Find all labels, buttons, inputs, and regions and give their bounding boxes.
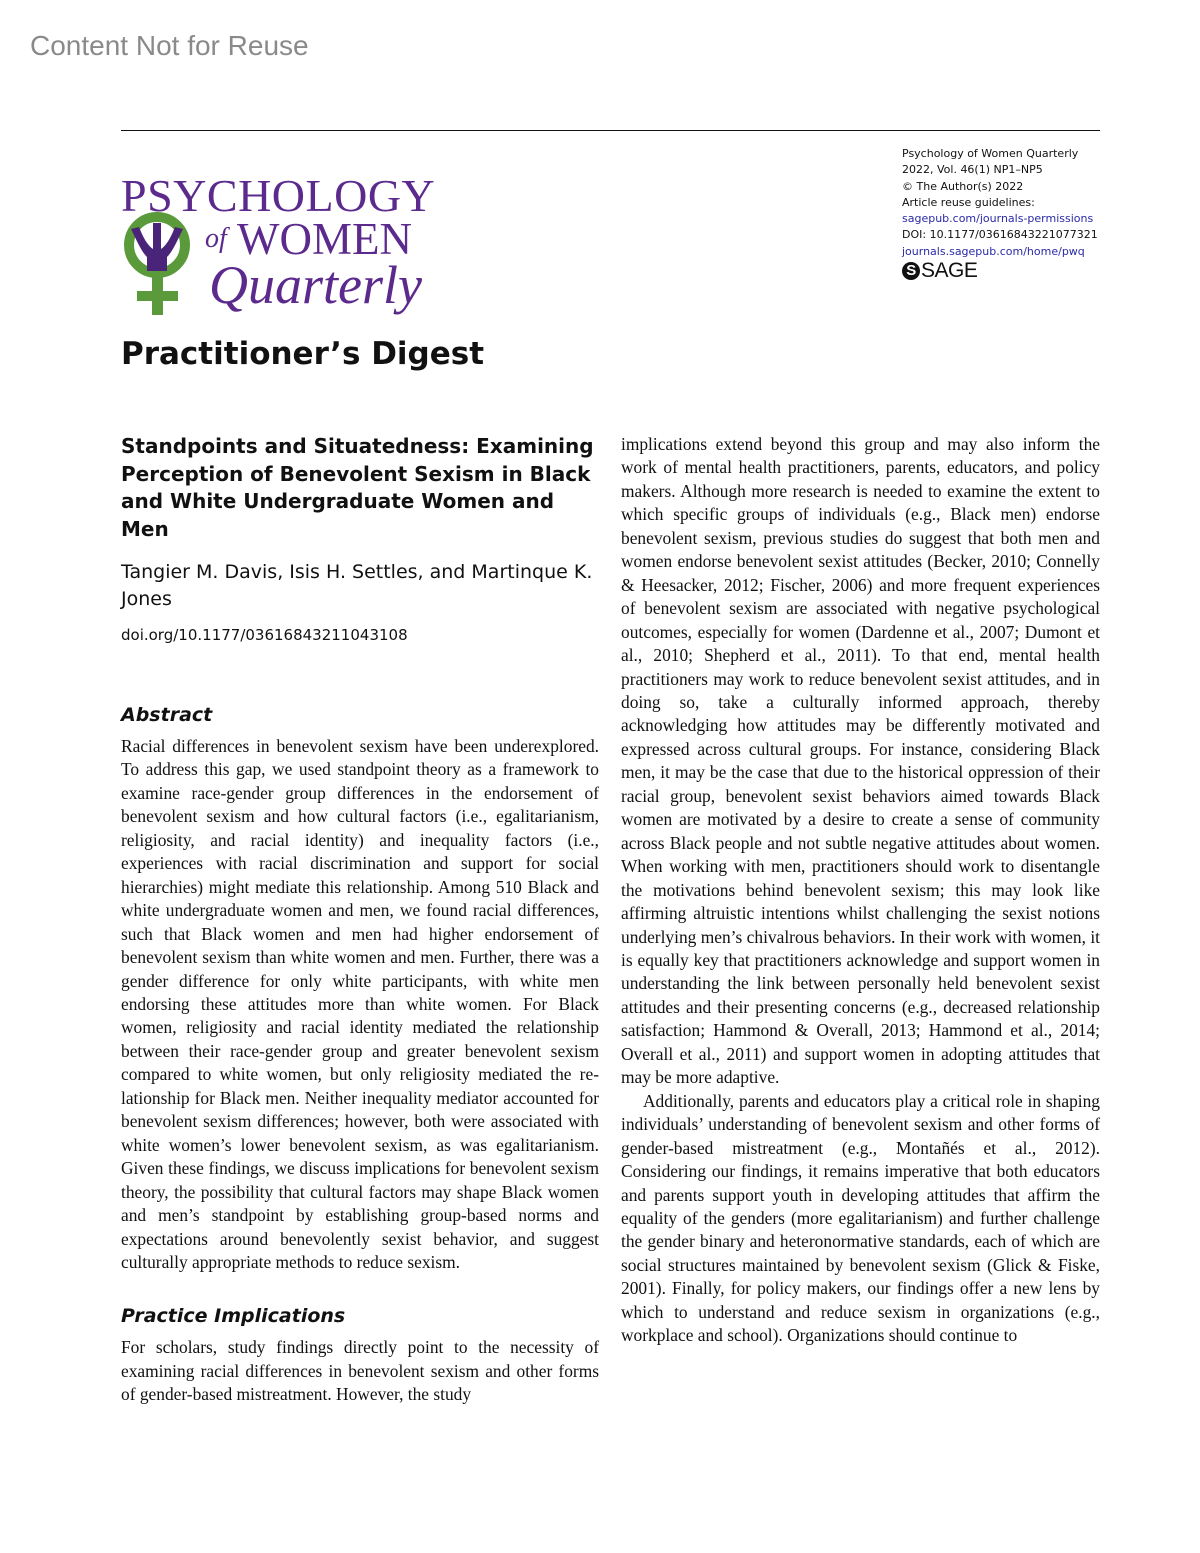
left-column — [121, 433, 599, 1407]
journal-doi: DOI: 10.1177/03616843221077321 — [902, 228, 1098, 242]
practice-heading: Practice Implications — [121, 1305, 346, 1328]
abstract-heading: Abstract — [121, 704, 213, 726]
reuse-link[interactable]: sagepub.com/journals-permissions — [902, 212, 1094, 226]
journal-copyright: © The Author(s) 2022 — [902, 179, 1024, 193]
practice-paragraph-2: Additionally, parents and educators play a critical role in shaping individuals’ understanding of benevolent sexism and other forms of gender-based mistreatment (e.g., Montañés et al., 2012). Considering our findings, it remains imperative that both educators and parents support youth in developing attitudes that affirm the equality of the genders (more egalitarianism) and further challenge the gender binary and heteronormative standards, each of which are social structures maintained by benevolent sexism (Glick & Fiske, 2001). Finally, for policy makers, our findings offer a new lens by which to understand and reduce sexism in organizations (e.g., workplace and school). Organizations should continue to — [621, 1090, 1100, 1346]
practice-paragraph-1: implications extend beyond this group and may also inform the work of mental health practitioners, parents, educators, and policy makers. Although more research is needed to examine the extent to which specific groups of individuals (e.g., Black men) endorse benevolent sexism, previous studies do suggest that both men and women endorse benevolent sexist attitudes (Becker, 2010; Connelly & Heesacker, 2012; Fischer, 2006) and more frequent experiences of benevolent sexism are associated with negative psychological outcomes, especially for women (Dardenne et al., 2007; Dumont et al., 2010; Shepherd et al., 2011). To that end, mental health practitioners may work to reduce benevolent sexist attitudes, and in doing so, take a culturally informed approach, thereby acknowledging how attitudes may be differently motivated and expressed across cultural groups. For instance, considering Black men, it may be the case that due to the historical oppression of their racial group, benevolent sexist behaviors aimed towards Black women are motivated by a desire to create a sense of community across Black people and not subtle negative attitudes about women. When working with men, practitioners should work to disentangle the motivations behind benevolent sexism; this may look like affirming altruistic intentions whilst challenging the sexist notions underlying men’s chivalrous behaviors. In their work with women, it is equally key that practitioners acknowledge and support women in understanding the link between personally held benevolent sexist attitudes and their presenting concerns (e.g., decreased relationship satisfaction; Hammond & Overall, 2013; Hammond et al., 2014; Overall et al., 2011) and support women in adopting attitudes that may be more adaptive. — [621, 434, 1100, 1088]
logo-women: WOMEN — [237, 214, 412, 264]
right-column — [621, 433, 1100, 1348]
journal-info — [902, 146, 1098, 280]
logo-psychology: PSYCHOLOGY — [121, 170, 436, 221]
practice-text-left: For scholars, study findings directly point to the necessity of examining racial differences in benevolent sexism and other forms of gender-based mistreatment. However, the study — [121, 1337, 599, 1405]
journal-volume: 2022, Vol. 46(1) NP1–NP5 — [902, 163, 1043, 177]
watermark: Content Not for Reuse — [30, 30, 309, 61]
journal-name: Psychology of Women Quarterly — [902, 147, 1079, 160]
sage-mark-icon: S — [902, 262, 920, 280]
reuse-label: Article reuse guidelines: — [902, 195, 1035, 209]
logo-quarterly: Quarterly — [209, 255, 422, 315]
journal-homepage-link[interactable]: journals.sagepub.com/home/pwq — [902, 244, 1085, 258]
header-rule — [121, 130, 1100, 131]
section-heading: Practitioner’s Digest — [121, 336, 485, 372]
journal-logo — [121, 165, 441, 325]
sage-wordmark: SAGE — [921, 258, 978, 282]
sage-logo — [902, 258, 1098, 282]
article-authors: Tangier M. Davis, Isis H. Settles, and Martinque K. Jones — [121, 561, 593, 610]
article-doi[interactable]: doi.org/10.1177/03616843211043108 — [121, 626, 408, 644]
abstract-text: Racial differences in benevolent sexism have been underexplored. To address this gap, we used standpoint theory as a framework to examine race-gender group differences in the endorsement of benevolent sexism and how cultural factors (i.e., egalitarianism, religiosity, and racial identity) and inequality factors (i.e., experiences with racial discrimination and support for social hierarchies) might mediate this relationship. Among 510 Black and white undergraduate women and men, we found racial differences, such that Black women and men had higher endorsement of benevolent sexism than white women and men. Further, there was a gender difference for only white participants, with white men endorsing these attitudes more than white women. For Black women, religiosity and racial identity mediated the relationship between their race-gender group and greater benevolent sexism compared to white women, but only religiosity mediated the relationship for Black men. Neither inequality mediator accounted for benevolent sexism differences; however, both were associated with white women’s lower benevolent sexism, as was egalitarianism. Given these findings, we discuss implications for benevolent sexism theory, the possibility that cultural factors may shape Black women and men’s standpoint by establishing group-based norms and expectations around benevolently sexist behavior, and suggest culturally appropriate methods to reduce sexism. — [121, 736, 599, 1272]
logo-of: of — [205, 223, 227, 254]
article-title: Standpoints and Situatedness: Examining Perception of Benevolent Sexism in Black and White Undergraduate Women and Men — [121, 434, 594, 541]
venus-symbol-icon — [123, 211, 193, 317]
